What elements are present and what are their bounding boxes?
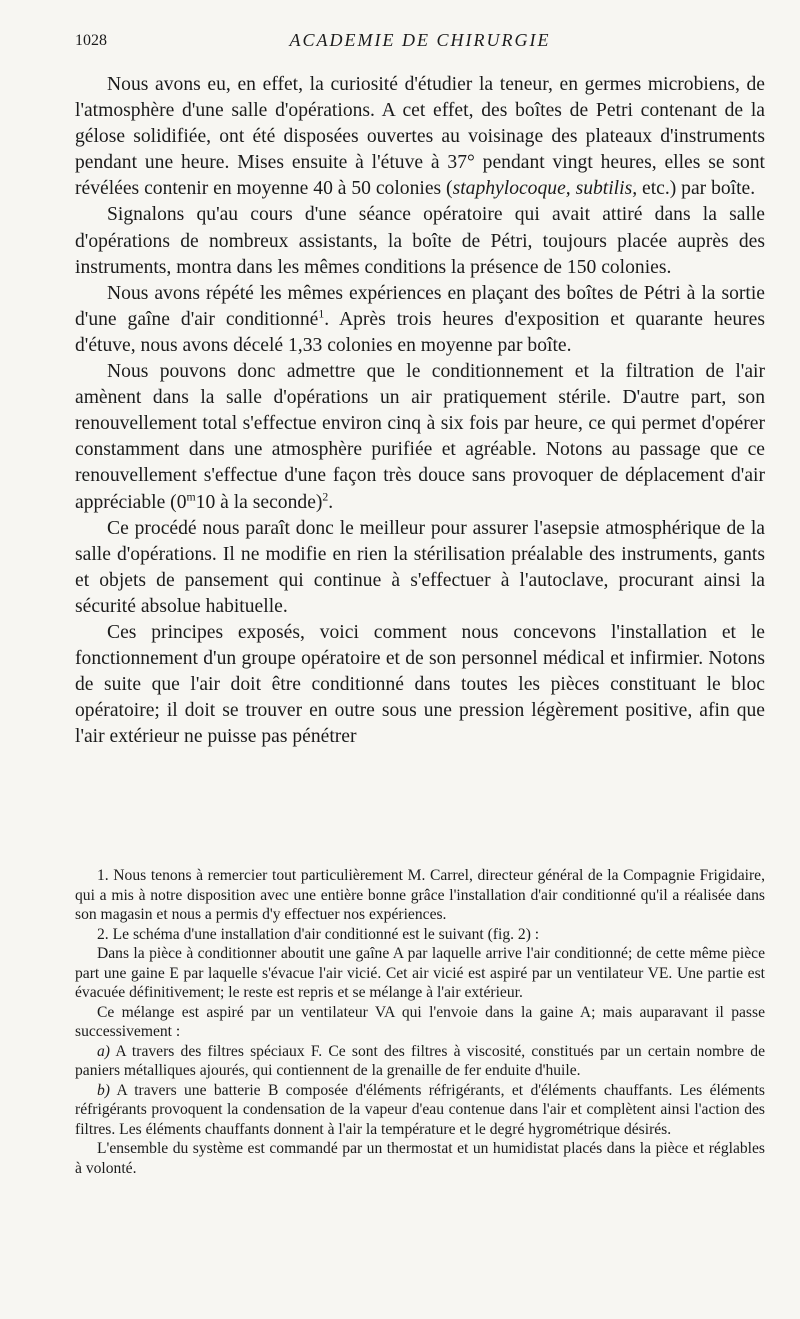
unit-superscript: m <box>186 489 196 503</box>
paragraph-4-mid: 10 à la seconde) <box>195 491 323 513</box>
paragraph-4 <box>75 359 765 516</box>
footnote-2-item-a <box>75 1042 765 1081</box>
paragraph-1-italic: staphylocoque, subtilis, <box>452 178 638 200</box>
running-title: ACADEMIE DE CHIRURGIE <box>289 30 551 50</box>
item-b-text: A travers une batterie B composée d'éléments réfrigérants, et d'éléments chauffants. Les éléments réfrigérants provoquent la condensation de la vapeur d'eau contenue dans l'air et complètent ainsi l'action des filtres. Les éléments chauffants donnent à l'air la température et le degré hygrométrique désirés. <box>75 1081 765 1138</box>
paragraph-4-text: Nous pouvons donc admettre que le conditionnement et la filtration de l'air amènent dans la salle d'opérations un air pratiquement stérile. D'autre part, son renouvellement total s'effectue environ cinq à six fois par heure, ce qui permet d'opérer constamment dans une atmosphère purifiée et agréable. Notons au passage que ce renouvellement s'effectue d'une façon très douce sans provoquer de déplacement d'air appréciable (0 <box>75 361 765 513</box>
paragraph-3-text: Nous avons répété les mêmes expériences en plaçant des boîtes de Pétri à la sortie d'une gaîne d'air conditionné <box>75 282 765 330</box>
page-number: 1028 <box>75 32 107 49</box>
item-b-label: b) <box>97 1081 110 1099</box>
paragraph-1 <box>75 72 765 202</box>
footnote-2-item-b <box>75 1081 765 1140</box>
paragraph-1-end: etc.) par boîte. <box>637 178 756 200</box>
paragraph-6: Ces principes exposés, voici comment nous concevons l'installation et le fonctionnement d'un groupe opératoire et de son personnel médical et infirmier. Notons de suite que l'air doit être conditionné dans toutes les pièces constituant le bloc opératoire; il doit se trouver en outre sous une pression légèrement positive, afin que l'air extérieur ne puisse pas pénétrer <box>75 621 765 748</box>
footnote-2-para-2: Ce mélange est aspiré par un ventilateur VA qui l'envoie dans la gaine A; mais auparavant il passe successivement : <box>75 1003 765 1040</box>
paragraph-3 <box>75 281 765 359</box>
footnote-ref-1: 1 <box>318 307 325 321</box>
footnote-2-para-1: Dans la pièce à conditionner aboutit une gaîne A par laquelle arrive l'air conditionné; de cette même pièce part une gaine E par laquelle s'évacue l'air vicié. Cet air vicié est aspiré par un ventilateur VE. Une partie est évacuée définitivement; le reste est repris et se mélange à l'air extérieur. <box>75 945 765 1001</box>
footnote-2: 2. Le schéma d'une installation d'air conditionné est le suivant (fig. 2) : <box>97 925 540 943</box>
paragraph-1-text: Nous avons eu, en effet, la curiosité d'étudier la teneur, en germes microbiens, de l'atmosphère d'une salle d'opérations. A cet effet, des boîtes de Petri contenant de la gélose solidifiée, ont été disposées ouvertes au voisinage des plateaux d'instruments pendant une heure. Mises ensuite à l'étuve à 37° pendant vingt heures, elles se sont révélées contenir en moyenne 40 à 50 colonies ( <box>75 74 765 200</box>
item-a-label: a) <box>97 1042 110 1060</box>
paragraph-3-end: . Après trois heures d'exposition et quarante heures d'étuve, nous avons décelé 1,33 colonies en moyenne par boîte. <box>75 308 765 356</box>
item-a-text: A travers des filtres spéciaux F. Ce sont des filtres à viscosité, constitués par un certain nombre de paniers métalliques ajourés, qui contiennent de la grenaille de fer enduite d'huile. <box>75 1042 765 1079</box>
footnote-2-para-3: L'ensemble du système est commandé par un thermostat et un humidistat placés dans la pièce et réglables à volonté. <box>75 1140 765 1177</box>
footnote-1: 1. Nous tenons à remercier tout particulièrement M. Carrel, directeur général de la Compagnie Frigidaire, qui a mis à notre disposition avec une entière bonne grâce l'installation d'air conditionné qu'il a réalisée dans son magasin et nous a permis d'y effectuer nos expériences. <box>75 867 765 923</box>
footnote-ref-2: 2 <box>322 489 329 503</box>
footnotes <box>75 866 765 1178</box>
body-text <box>75 72 765 750</box>
page-header <box>75 30 765 56</box>
paragraph-4-end: . <box>328 491 334 513</box>
paragraph-5: Ce procédé nous paraît donc le meilleur pour assurer l'asepsie atmosphérique de la salle d'opérations. Il ne modifie en rien la stérilisation préalable des instruments, gants et objets de pansement qui continue à s'effectuer à l'autoclave, procurant ainsi la sécurité absolue habituelle. <box>75 517 765 617</box>
paragraph-2: Signalons qu'au cours d'une séance opératoire qui avait attiré dans la salle d'opérations de nombreux assistants, la boîte de Pétri, toujours placée auprès des instruments, montra dans les mêmes conditions la présence de 150 colonies. <box>75 204 765 278</box>
